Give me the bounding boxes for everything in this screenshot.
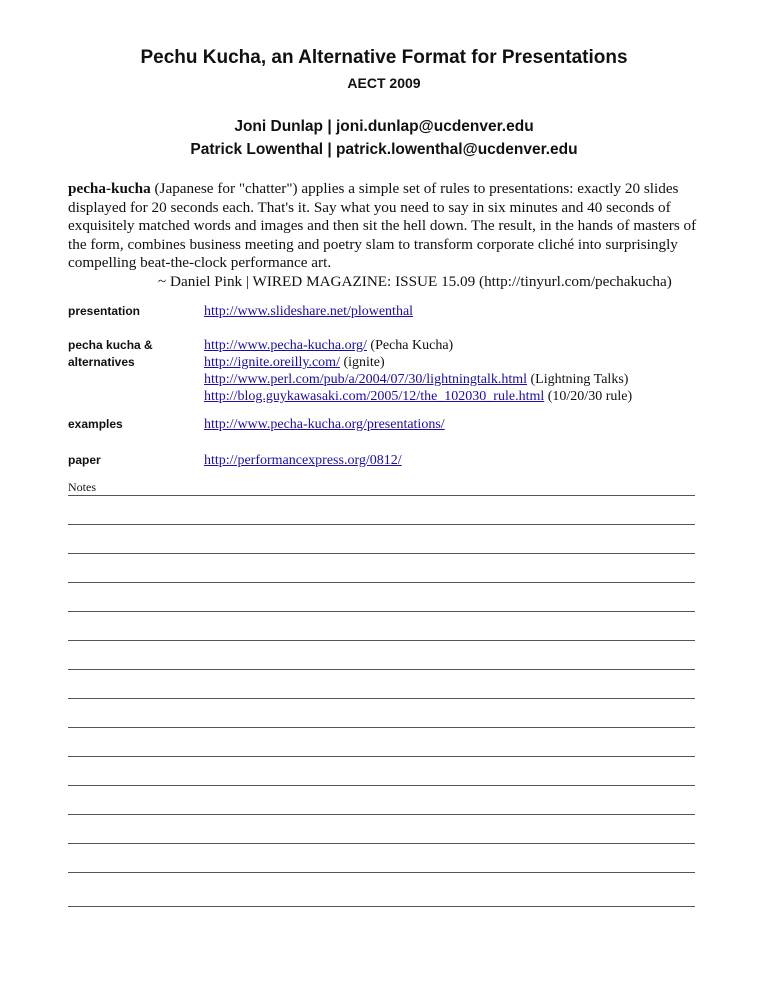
note-line [68, 814, 695, 815]
link-ignite[interactable]: http://ignite.oreilly.com/ [204, 355, 340, 370]
link-note: (Lightning Talks) [527, 372, 629, 387]
resource-label: paper [68, 453, 101, 467]
author-1: Joni Dunlap | joni.dunlap@ucdenver.edu [234, 118, 534, 135]
note-line [68, 553, 695, 554]
quote-term: pecha-kucha [68, 180, 151, 197]
link-note: (ignite) [339, 355, 385, 370]
resource-label [68, 337, 198, 371]
note-line [68, 524, 695, 525]
note-line [68, 611, 695, 612]
note-line [68, 906, 695, 907]
link-note: (Pecha Kucha) [366, 338, 454, 353]
link-examples[interactable]: http://www.pecha-kucha.org/presentations/ [204, 417, 445, 432]
link-pecha-kucha[interactable]: http://www.pecha-kucha.org/ [204, 338, 367, 353]
document-title: Pechu Kucha, an Alternative Format for Presentations [140, 47, 628, 68]
note-line [68, 669, 695, 670]
resource-label: examples [68, 417, 123, 431]
note-line [68, 698, 695, 699]
link-10-20-30-rule[interactable]: http://blog.guykawasaki.com/2005/12/the_102030_rule.html [204, 389, 545, 404]
quote-text: (Japanese for "chatter") applies a simple set of rules to presentations: exactly 20 slides displayed for 20 seconds each. That's it. Say what you need to say in six minutes and 40 seconds of exquisitely matched words and images and then sit the hell down. The result, in the hands of masters of the form, combines business meeting and poetry slam to transform corporate cliché into surprisingly compelling beat-the-clock performance art. [68, 180, 697, 272]
resource-label-line-1: pecha kucha & [68, 338, 153, 352]
link-lightning-talks[interactable]: http://www.perl.com/pub/a/2004/07/30/lightningtalk.html [204, 372, 528, 387]
conference-name: AECT 2009 [347, 75, 421, 91]
resource-label: presentation [68, 304, 141, 318]
author-2: Patrick Lowenthal | patrick.lowenthal@ucdenver.edu [190, 141, 578, 158]
link-paper[interactable]: http://performancexpress.org/0812/ [204, 453, 402, 468]
note-line [68, 727, 695, 728]
note-line [68, 843, 695, 844]
resource-label-line-2: alternatives [68, 355, 135, 369]
note-line [68, 640, 695, 641]
quote-paragraph [68, 180, 708, 292]
quote-attribution: ~ Daniel Pink | WIRED MAGAZINE: ISSUE 15.09 (http://tinyurl.com/pechakucha) [158, 272, 672, 290]
note-line [68, 495, 695, 496]
note-line [68, 582, 695, 583]
note-line [68, 872, 695, 873]
note-line [68, 756, 695, 757]
link-slideshare[interactable]: http://www.slideshare.net/plowenthal [204, 304, 414, 319]
notes-label: Notes [68, 480, 96, 494]
note-line [68, 785, 695, 786]
link-note: (10/20/30 rule) [544, 389, 633, 404]
